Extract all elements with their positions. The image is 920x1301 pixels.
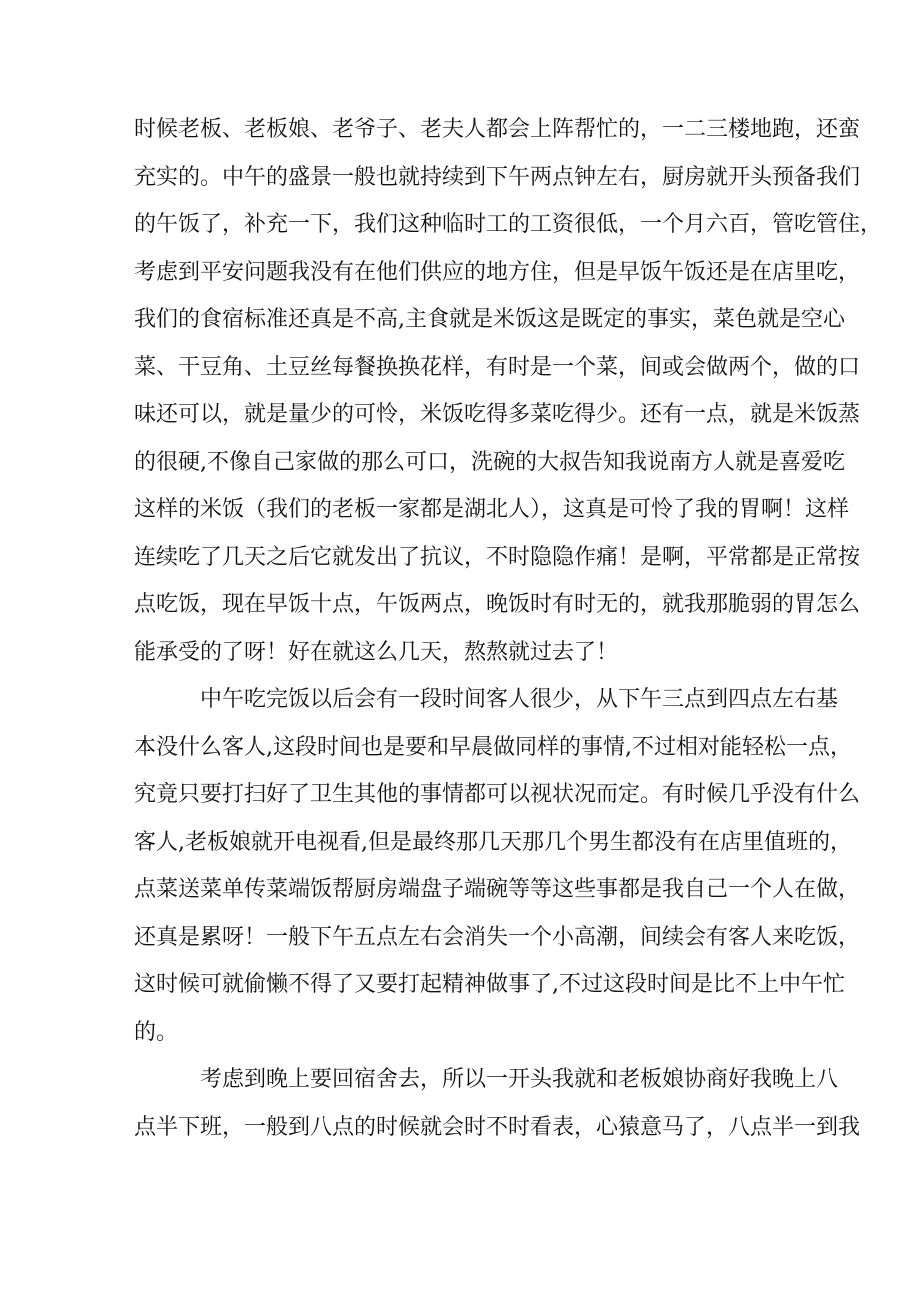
- text-line: 能承受的了呀！好在就这么几天，熬熬就过去了！: [134, 639, 619, 665]
- paragraph: [134, 676, 861, 1056]
- text-line: 客人,老板娘就开电视看,但是最终那几天那几个男生都没有在店里值班的，: [134, 829, 852, 855]
- text-line: 本没什么客人,这段时间也是要和早晨做同样的事情,不过相对能轻松一点，: [134, 734, 852, 760]
- text-line: 连续吃了几天之后它就发出了抗议，不时隐隐作痛！是啊，平常都是正常按: [134, 544, 861, 570]
- text-line: 考虑到晚上要回宿舍去，所以一开头我就和老板娘协商好我晚上八: [200, 1067, 839, 1092]
- text-line: 中午吃完饭以后会有一段时间客人很少，从下午三点到四点左右基: [200, 687, 839, 712]
- text-line: 菜、干豆角、土豆丝每餐换换花样，有时是一个菜，间或会做两个，做的口: [134, 354, 861, 380]
- text-line: 我们的食宿标准还真是不高,主食就是米饭这是既定的事实，菜色就是空心: [134, 307, 845, 332]
- text-line: 点菜送菜单传菜端饭帮厨房端盘子端碗等等这些事都是我自己一个人在做，: [134, 877, 861, 902]
- text-line: 点半下班，一般到八点的时候就会时不时看表，心猿意马了，八点半一到我: [134, 1114, 861, 1140]
- text-line: 考虑到平安问题我没有在他们供应的地方住，但是早饭午饭还是在店里吃，: [134, 259, 861, 285]
- paragraph: [134, 106, 883, 676]
- text-line: 的很硬,不像自己家做的那么可口，洗碗的大叔告知我说南方人就是喜爱吃: [134, 449, 845, 475]
- text-line: 点吃饭，现在早饭十点，午饭两点，晚饭时有时无的，就我那脆弱的胃怎么: [134, 592, 861, 617]
- text-line: 时候老板、老板娘、老爷子、老夫人都会上阵帮忙的，一二三楼地跑，还蛮: [134, 117, 861, 142]
- text-line: 这样的米饭（我们的老板一家都是湖北人），这真是可怜了我的胃啊！这样: [134, 497, 850, 522]
- text-line: 味还可以，就是量少的可怜，米饭吃得多菜吃得少。还有一点，就是米饭蒸: [134, 402, 861, 427]
- text-line: 充实的。中午的盛景一般也就持续到下午两点钟左右，厨房就开头预备我们: [134, 164, 861, 190]
- paragraph: [134, 1056, 861, 1151]
- document-body: [134, 106, 883, 1151]
- text-line: 的午饭了，补充一下，我们这种临时工的工资很低，一个月六百，管吃管住，: [134, 212, 883, 237]
- text-line: 的。: [134, 1019, 179, 1045]
- text-line: 究竟只要打扫好了卫生其他的事情都可以视状况而定。有时候几乎没有什么: [134, 782, 861, 807]
- text-line: 这时候可就偷懒不得了又要打起精神做事了,不过这段时间是比不上中午忙: [134, 972, 845, 997]
- text-line: 还真是累呀！一般下午五点左右会消失一个小高潮，间续会有客人来吃饭，: [134, 924, 861, 950]
